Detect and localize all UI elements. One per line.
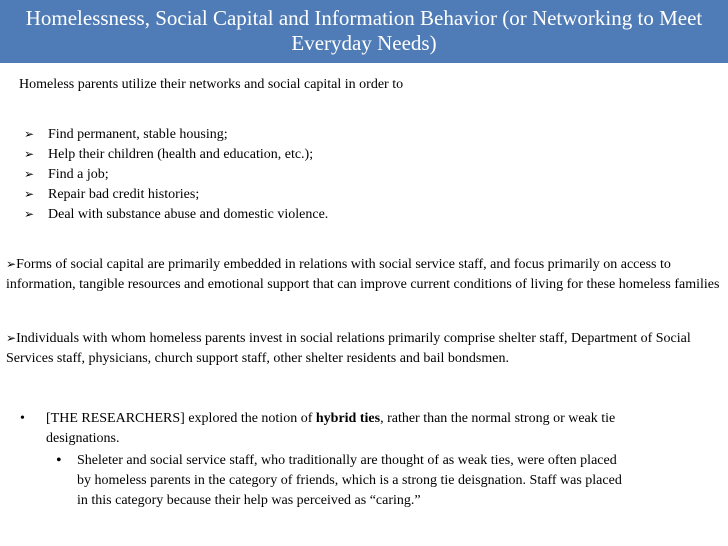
arrow-bullet-icon: ➢ bbox=[24, 167, 35, 181]
arrow-bullet-icon: ➢ bbox=[6, 331, 17, 345]
arrow-bullet-icon: ➢ bbox=[24, 147, 35, 161]
list-item: ➢ Help their children (health and education, etc.); bbox=[24, 144, 328, 164]
arrow-bullet-icon: ➢ bbox=[24, 127, 35, 141]
needs-list bbox=[24, 124, 328, 224]
list-item: ➢ Deal with substance abuse and domestic violence. bbox=[24, 204, 328, 224]
relations-paragraph: ➢Individuals with whom homeless parents invest in social relations primarily comprise shelter staff, Department of Social Services staff, physicians, church support staff, other shelter residents and bail bondsmen. bbox=[6, 331, 691, 366]
researchers-item: • [THE RESEARCHERS] explored the notion of hybrid ties, rather than the normal strong or weak tie designations. bbox=[20, 411, 616, 446]
intro-text: Homeless parents utilize their networks and social capital in order to bbox=[19, 77, 404, 92]
hybrid-ties-term: hybrid ties bbox=[315, 411, 381, 426]
round-bullet-icon: • bbox=[20, 411, 25, 426]
arrow-bullet-icon: ➢ bbox=[24, 187, 35, 201]
list-item: ➢ Repair bad credit histories; bbox=[24, 184, 328, 204]
slide-title: Homelessness, Social Capital and Information Behavior (or Networking to Meet Everyday Needs) bbox=[25, 6, 703, 55]
round-bullet-icon: • bbox=[56, 452, 62, 469]
staff-sub-item: • Sheleter and social service staff, who traditionally are thought of as weak ties, were often placed by homeless parents in the category of friends, which is a strong tie deisgnation. Staff was placed in this category because their help was perceived as “caring.” bbox=[56, 452, 622, 508]
title-bar bbox=[0, 0, 728, 63]
list-item: ➢ Find permanent, stable housing; bbox=[24, 124, 328, 144]
social-capital-paragraph: ➢Forms of social capital are primarily embedded in relations with social service staff, and focus primarily on access to information, tangible resources and emotional support that can improve current conditions of living for these homeless families bbox=[6, 257, 720, 292]
researchers-list bbox=[0, 409, 728, 511]
arrow-bullet-icon: ➢ bbox=[24, 207, 35, 221]
list-item: ➢ Find a job; bbox=[24, 164, 328, 184]
arrow-bullet-icon: ➢ bbox=[6, 257, 17, 271]
